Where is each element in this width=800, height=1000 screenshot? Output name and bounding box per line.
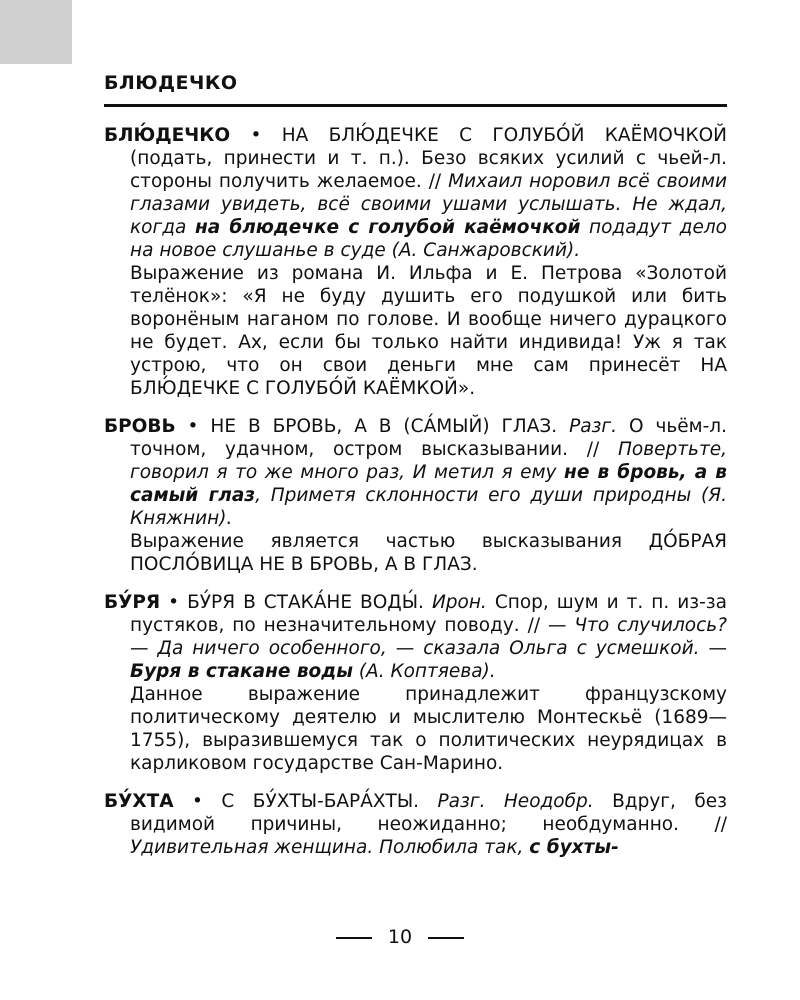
bullet: •	[187, 416, 199, 437]
example-text: Повертьте, говорил я то же много раз, И метил я ему	[130, 439, 727, 483]
headword: БЛЮ́ДЕЧКО	[104, 125, 231, 146]
example-highlight: на блюдечке с голубой каёмочкой	[194, 217, 581, 238]
headword: БУ́ХТА	[104, 791, 174, 812]
entry-note	[104, 262, 727, 400]
separator: //	[428, 171, 442, 192]
entry-note	[104, 530, 727, 576]
page-number: 10	[387, 926, 413, 948]
note-text: Данное выражение принадлежит французскому политическому деятелю и мыслителю Монтескьё (1689—1755), выразившемуся так о политических неурядицах в карликовом государстве Сан-Марино.	[130, 684, 727, 774]
footer-dash-left	[336, 937, 372, 939]
headword: БРОВЬ	[104, 416, 176, 437]
entry-note	[104, 683, 727, 775]
bullet: •	[192, 791, 203, 812]
phrase: НА БЛЮ́ДЕЧКЕ С ГОЛУБО́Й КАЁМОЧКОЙ	[281, 125, 727, 146]
entry-definition	[104, 124, 727, 262]
style-label: Разг. Неодобр.	[437, 791, 594, 812]
example-text: — Что случилось? — Да ничего особенного, — сказала Ольга с усмешкой. —	[130, 615, 727, 659]
note-caps: ДО́БРАЯ ПОСЛО́ВИЦА НЕ В БРОВЬ, А В ГЛАЗ	[130, 531, 727, 575]
definition: Вдруг, без видимой причины, неожиданно; необдуманно.	[130, 791, 727, 835]
example-text: Михаил норовил всё своими глазами увидеть, всё своими ушами услышать. Не ждал, когда	[130, 171, 727, 238]
running-head: БЛЮДЕЧКО	[104, 72, 238, 94]
example-text-end: , Приметя склонности его души природны (Я. Княжнин).	[130, 485, 727, 529]
example-text-end: (А. Коптяева).	[358, 661, 496, 682]
phrase: БУ́РЯ В СТАКА́НЕ ВОДЫ́.	[187, 592, 424, 613]
entry-bliudechko	[104, 124, 727, 400]
note-end: .	[471, 554, 478, 575]
entry-brov	[104, 415, 727, 576]
style-label: Разг.	[569, 416, 617, 437]
headword: БУ́РЯ	[104, 592, 161, 613]
entry-buria	[104, 591, 727, 775]
example-highlight: не в бровь, а в самый глаз	[130, 462, 727, 506]
example-text-end: подадут дело на новое слушанье в суде (А. Санжаровский).	[130, 217, 727, 261]
entry-definition	[104, 790, 727, 859]
definition: О чьём-л. точном, удачном, остром высказывании.	[130, 416, 728, 460]
dictionary-content	[104, 124, 727, 874]
phrase: НЕ В БРОВЬ, А В (СА́МЫЙ) ГЛАЗ.	[210, 416, 558, 437]
entry-definition	[104, 591, 727, 683]
example-highlight: с бухты-	[529, 837, 619, 858]
page-corner-tab	[0, 0, 72, 64]
entry-definition	[104, 415, 727, 530]
phrase: С БУ́ХТЫ-БАРА́ХТЫ.	[221, 791, 420, 812]
note-end: ».	[457, 378, 476, 399]
separator: //	[586, 439, 600, 460]
bullet: •	[168, 592, 180, 613]
footer-dash-right	[428, 937, 464, 939]
definition: (подать, принести и т. п.). Безо всяких усилий с чьей-л. стороны получить желаемое.	[130, 148, 727, 192]
example-text: Удивительная женщина. Полюбила так,	[130, 837, 524, 858]
example-highlight: Буря в стакане воды	[130, 661, 353, 682]
page-footer	[0, 926, 800, 948]
separator: //	[527, 615, 541, 636]
entry-bukhta	[104, 790, 727, 859]
style-label: Ирон.	[431, 592, 487, 613]
bullet: •	[250, 125, 262, 146]
note-text: Выражение из романа И. Ильфа и Е. Петрова «Золотой телёнок»: «Я не буду душить его подушкой или бить воронёным наганом по голове. И вообще ничего дурацкого не будет. Ах, если бы только найти индивида! Уж я так устрою, что он свои деньги мне сам принесёт	[130, 263, 727, 376]
note-text: Выражение является частью высказывания	[130, 531, 623, 552]
note-caps: НА БЛЮ́ДЕЧКЕ С ГОЛУБО́Й КАЁМКОЙ	[130, 355, 727, 399]
header-rule	[104, 104, 727, 107]
definition: Спор, шум и т. п. из-за пустяков, по незначительному поводу.	[130, 592, 727, 636]
separator: //	[714, 814, 727, 835]
